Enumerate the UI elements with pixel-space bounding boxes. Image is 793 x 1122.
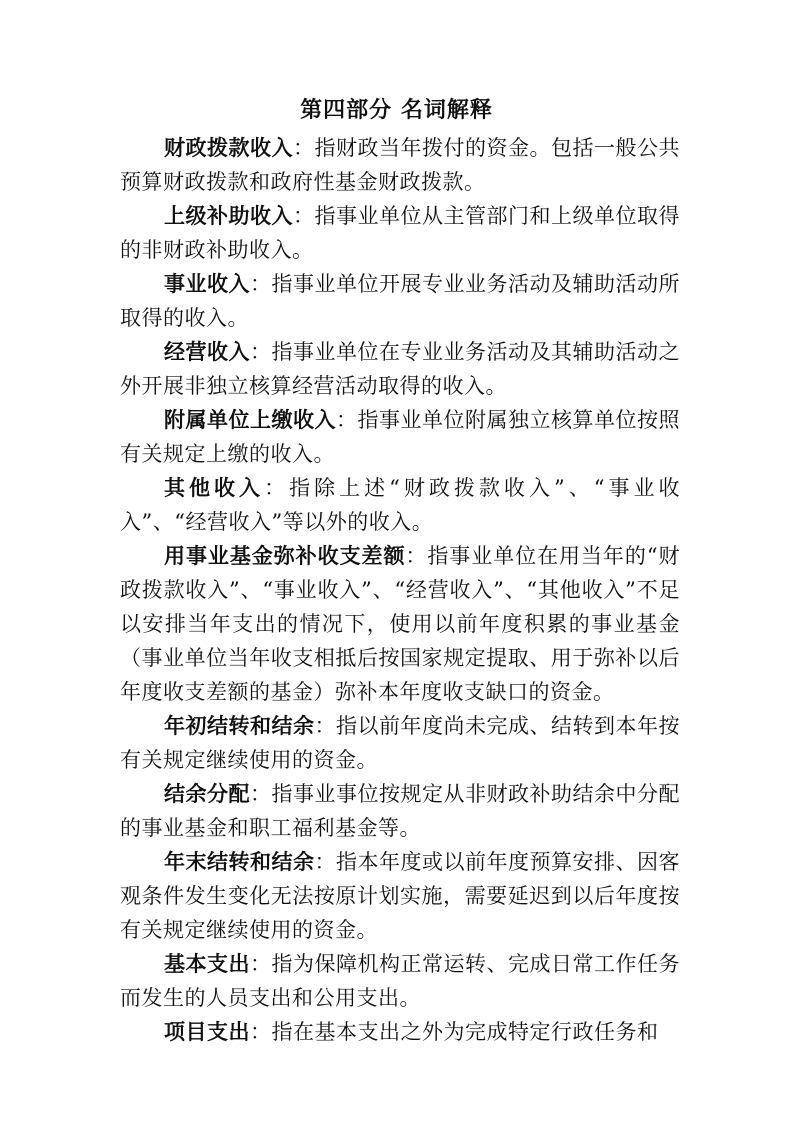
glossary-term: 其他收入 <box>164 476 265 500</box>
glossary-term: 年初结转和结余 <box>164 714 315 738</box>
glossary-definition: 指在基本支出之外为完成特定行政任务和 <box>271 1020 659 1044</box>
term-separator: ： <box>405 544 428 568</box>
glossary-entry <box>120 539 680 709</box>
glossary-definition: 指事业单位附属独立核算单位按照有关规定上缴的收入。 <box>120 408 680 466</box>
term-separator: ： <box>250 952 272 976</box>
glossary-entry <box>120 947 680 1015</box>
glossary-definition: 指为保障机构正常运转、完成日常工作任务而发生的人员支出和公用支出。 <box>120 952 680 1010</box>
glossary-term: 附属单位上缴收入 <box>164 408 336 432</box>
term-separator: ： <box>250 340 272 364</box>
glossary-term: 经营收入 <box>164 340 250 364</box>
glossary-definition: 指财政当年拨付的资金。包括一般公共预算财政拨款和政府性基金财政拨款。 <box>120 136 680 194</box>
glossary-definition: 指事业单位在专业业务活动及其辅助活动之外开展非独立核算经营活动取得的收入。 <box>120 340 680 398</box>
term-separator: ： <box>250 782 272 806</box>
glossary-entry <box>120 845 680 947</box>
glossary-entry <box>120 335 680 403</box>
glossary-entry <box>120 131 680 199</box>
glossary-term: 用事业基金弥补收支差额 <box>164 544 406 568</box>
term-separator: ： <box>314 714 336 738</box>
glossary-entry <box>120 709 680 777</box>
glossary-term: 项目支出 <box>164 1020 250 1044</box>
glossary-term: 事业收入 <box>164 272 250 296</box>
glossary-entry <box>120 267 680 335</box>
term-separator: ： <box>293 136 315 160</box>
glossary-entry <box>120 199 680 267</box>
glossary-definition: 指以前年度尚未完成、结转到本年按有关规定继续使用的资金。 <box>120 714 680 772</box>
glossary-definition: 指事业事位按规定从非财政补助结余中分配的事业基金和职工福利基金等。 <box>120 782 680 840</box>
term-separator: ： <box>250 272 272 296</box>
glossary-entry <box>120 777 680 845</box>
glossary-definition: 指除上述“财政拨款收入”、“事业收入”、“经营收入”等以外的收入。 <box>120 476 680 534</box>
page-title: 第四部分 名词解释 <box>300 98 493 123</box>
glossary-list <box>120 131 680 1049</box>
term-separator: ： <box>293 204 315 228</box>
term-separator: ： <box>250 1020 272 1044</box>
term-separator: ： <box>264 476 290 500</box>
term-separator: ： <box>336 408 358 432</box>
glossary-term: 财政拨款收入 <box>164 136 293 160</box>
glossary-entry <box>120 1015 680 1049</box>
glossary-definition: 指事业单位开展专业业务活动及辅助活动所取得的收入。 <box>120 272 680 330</box>
glossary-entry <box>120 403 680 471</box>
glossary-term: 上级补助收入 <box>164 204 293 228</box>
glossary-definition: 指事业单位从主管部门和上级单位取得的非财政补助收入。 <box>120 204 680 262</box>
glossary-definition: 指本年度或以前年度预算安排、因客观条件发生变化无法按原计划实施，需要延迟到以后年度按有关规定继续使用的资金。 <box>120 850 680 942</box>
term-separator: ： <box>314 850 336 874</box>
glossary-entry <box>120 471 680 539</box>
glossary-term: 基本支出 <box>164 952 250 976</box>
glossary-term: 结余分配 <box>164 782 250 806</box>
glossary-term: 年末结转和结余 <box>164 850 315 874</box>
glossary-definition: 指事业单位在用当年的“财政拨款收入”、“事业收入”、“经营收入”、“其他收入”不足以安排当年支出的情况下，使用以前年度积累的事业基金（事业单位当年收支相抵后按国家规定提取、用于弥补以后年度收支差额的基金）弥补本年度收支缺口的资金。 <box>120 544 680 704</box>
